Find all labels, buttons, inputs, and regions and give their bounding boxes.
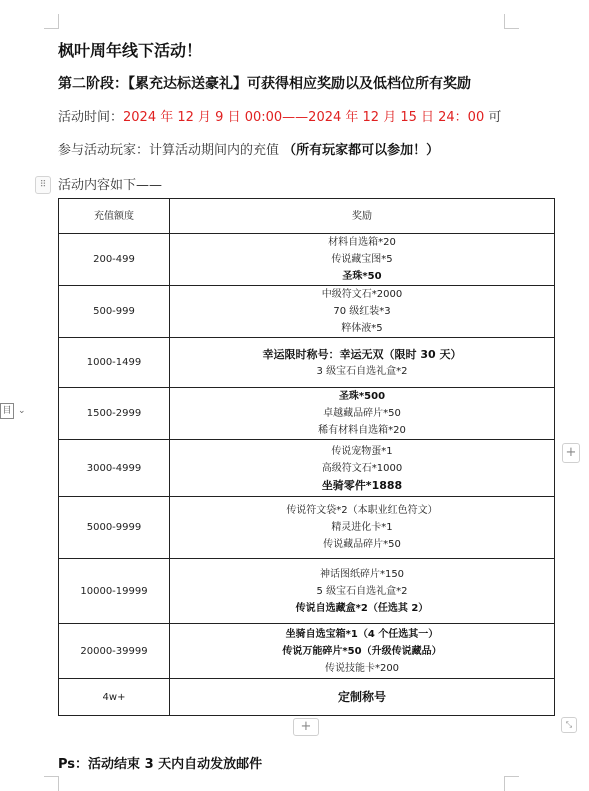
cell-rewards[interactable] [170,624,555,679]
ps-note: Ps：活动结束 3 天内自动发放邮件 [58,757,263,772]
reward-item: 中级符文石*2000 [321,289,403,300]
reward-item: 传说宠物蛋*1 [331,445,393,457]
cell-rewards[interactable] [170,388,555,440]
participants-label: 参与活动玩家：计算活动期间内的充值 [58,143,284,158]
block-drag-handle-icon[interactable]: ⠿ [35,176,51,194]
table-menu-button[interactable] [0,402,32,422]
page-corner-mark-bottom-right [504,776,519,791]
doc-subtitle: 第二阶段：【累充达标送豪礼】可获得相应奖励以及低档位所有奖励 [58,76,471,92]
page-corner-mark-top-right [504,14,519,29]
table-menu-icon: 目 [0,403,14,419]
chevron-down-icon: ⌄ [18,406,26,416]
add-column-button[interactable]: + [562,443,580,463]
reward-item: 精灵进化卡*1 [331,522,393,533]
table-row [59,559,555,624]
reward-item: 幸运限时称号：幸运无双（限时 30 天） [262,347,462,361]
cell-amount-range[interactable]: 500-999 [59,286,170,338]
cell-rewards[interactable] [170,286,555,338]
reward-item: 稀有材料自选箱*20 [318,425,406,436]
reward-item: 卓越藏品碎片*50 [323,408,401,419]
cell-amount-range[interactable]: 1500-2999 [59,388,170,440]
participants-note: （所有玩家都可以参加！） [283,143,440,158]
table-row [59,624,555,679]
cell-rewards[interactable] [170,559,555,624]
reward-item: 圣珠*50 [342,271,382,282]
table-row [59,234,555,286]
activity-time-value: 2024 年 12 月 9 日 00:00——2024 年 12 月 15 日 24：00 [123,110,485,125]
add-row-button[interactable]: + [293,718,319,736]
reward-item: 神话图纸碎片*150 [319,568,405,580]
reward-item: 传说符文袋*2（本职业红色符文） [286,505,438,516]
cell-amount-range[interactable]: 1000-1499 [59,338,170,388]
table-row [59,440,555,497]
cell-rewards[interactable] [170,679,555,716]
reward-item: 3 级宝石自选礼盒*2 [316,365,408,377]
activity-time-line [58,106,501,125]
cell-amount-range[interactable]: 10000-19999 [59,559,170,624]
activity-time-label: 活动时间： [58,110,124,125]
reward-item: 材料自选箱*20 [328,237,396,248]
rewards-table [58,198,555,716]
reward-item: 5 级宝石自选礼盒*2 [316,585,408,597]
cell-rewards[interactable] [170,338,555,388]
reward-item: 坐骑自选宝箱*1（4 个任选其一） [285,628,439,640]
table-row [59,497,555,559]
reward-item: 70 级红装*3 [333,306,391,317]
cell-amount-range[interactable]: 20000-39999 [59,624,170,679]
header-cell-amount[interactable]: 充值额度 [59,199,170,234]
participants-line [58,139,439,158]
table-row [59,679,555,716]
table-resize-icon[interactable]: ⤡ [561,717,577,733]
reward-item: 传说万能碎片*50（升级传说藏品） [282,645,442,657]
reward-item: 传说自选藏盒*2（任选其 2） [295,602,429,614]
reward-item: 高级符文石*1000 [321,462,403,474]
page-corner-mark-bottom-left [44,776,59,791]
cell-rewards[interactable] [170,234,555,286]
cell-amount-range[interactable]: 5000-9999 [59,497,170,559]
table-row [59,388,555,440]
table-row [59,286,555,338]
cell-rewards[interactable] [170,497,555,559]
table-header-row [59,199,555,234]
reward-item: 定制称号 [337,689,386,704]
cell-amount-range[interactable]: 4w+ [59,679,170,716]
cell-amount-range[interactable]: 200-499 [59,234,170,286]
doc-title: 枫叶周年线下活动！ [58,41,203,60]
reward-item: 粹体液*5 [341,323,383,334]
reward-item: 传说藏品碎片*50 [323,539,401,550]
reward-item: 圣珠*500 [338,391,386,402]
cell-rewards[interactable] [170,440,555,497]
reward-item: 传说藏宝图*5 [331,254,393,265]
reward-item: 坐骑零件*1888 [321,478,403,492]
activity-time-suffix: 可 [484,110,502,125]
cell-amount-range[interactable]: 3000-4999 [59,440,170,497]
reward-item: 传说技能卡*200 [324,662,400,674]
page-corner-mark-top-left [44,14,59,29]
table-row [59,338,555,388]
content-intro: 活动内容如下—— [58,178,163,193]
header-cell-rewards[interactable]: 奖励 [170,199,555,234]
